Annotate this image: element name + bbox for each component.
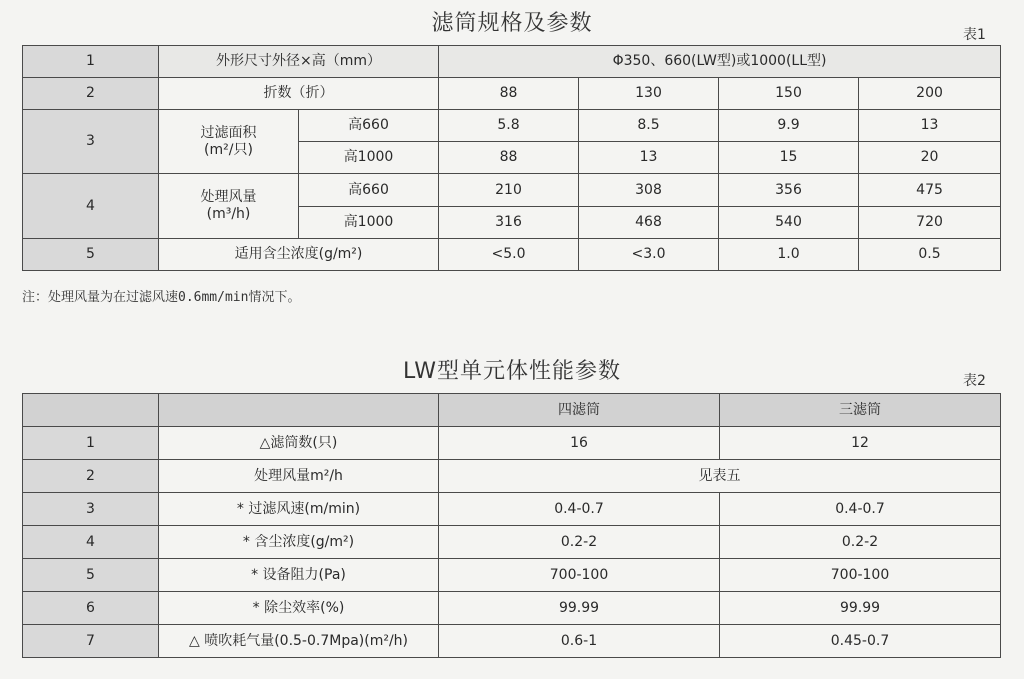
row-number: 4	[23, 526, 159, 559]
cell-merged: 见表五	[439, 460, 1001, 493]
row-label: * 除尘效率(%)	[159, 592, 439, 625]
table-row	[23, 493, 1001, 526]
spec-table	[22, 45, 1001, 271]
cell-value: 308	[579, 174, 719, 207]
header-row	[23, 394, 1001, 427]
table1-note: 注：处理风量为在过滤风速0.6mm/min情况下。	[22, 290, 301, 305]
cell-value: 99.99	[439, 592, 720, 625]
sub-label: 高1000	[299, 207, 439, 239]
row-label: 外形尺寸外径×高（mm）	[159, 46, 439, 78]
cell-value: 20	[859, 142, 1001, 174]
row-number: 1	[23, 427, 159, 460]
cell-value: 720	[859, 207, 1001, 239]
header-four-filter: 四滤筒	[439, 394, 720, 427]
cell-value: 9.9	[719, 110, 859, 142]
cell-value: 700-100	[720, 559, 1001, 592]
row-label-unit: (m²/只)	[204, 141, 253, 158]
table1-title: 滤筒规格及参数	[431, 11, 593, 36]
cell-value: 150	[719, 78, 859, 110]
row-label-main: 处理风量	[200, 189, 257, 206]
row-label: 折数（折）	[159, 78, 439, 110]
cell-value: 5.8	[439, 110, 579, 142]
row-number: 4	[23, 174, 159, 239]
cell-value: 356	[719, 174, 859, 207]
table-row	[23, 526, 1001, 559]
cell-value: 210	[439, 174, 579, 207]
cell-value: 0.5	[859, 239, 1001, 271]
sub-label: 高1000	[299, 142, 439, 174]
row-label: △滤筒数(只)	[159, 427, 439, 460]
table-row	[23, 559, 1001, 592]
cell-value: 130	[579, 78, 719, 110]
table-row	[23, 46, 1001, 78]
cell-value: 16	[439, 427, 720, 460]
row-number: 7	[23, 625, 159, 658]
cell-value: <5.0	[439, 239, 579, 271]
table-row	[23, 460, 1001, 493]
header-three-filter: 三滤筒	[720, 394, 1001, 427]
cell-value: 8.5	[579, 110, 719, 142]
cell-value: 88	[439, 142, 579, 174]
row-label: * 含尘浓度(g/m²)	[159, 526, 439, 559]
row-number: 5	[23, 239, 159, 271]
header-empty	[23, 394, 159, 427]
table-row	[23, 78, 1001, 110]
cell-value: 0.45-0.7	[720, 625, 1001, 658]
row-label	[159, 110, 299, 174]
row-label: △ 喷吹耗气量(0.5-0.7Mpa)(m²/h)	[159, 625, 439, 658]
sub-label: 高660	[299, 174, 439, 207]
cell-value: 468	[579, 207, 719, 239]
table-row	[23, 110, 1001, 142]
row-number: 1	[23, 46, 159, 78]
cell-value: 0.4-0.7	[439, 493, 720, 526]
table-row	[23, 174, 1001, 207]
row-number: 3	[23, 493, 159, 526]
row-label: * 设备阻力(Pa)	[159, 559, 439, 592]
row-number: 5	[23, 559, 159, 592]
table-row	[23, 239, 1001, 271]
table2-tag: 表2	[963, 373, 986, 389]
cell-value: Φ350、660(LW型)或1000(LL型)	[439, 46, 1001, 78]
cell-value: 475	[859, 174, 1001, 207]
cell-value: 0.4-0.7	[720, 493, 1001, 526]
row-label-main: 过滤面积	[200, 124, 257, 141]
cell-value: 1.0	[719, 239, 859, 271]
cell-value: 0.6-1	[439, 625, 720, 658]
cell-value: 540	[719, 207, 859, 239]
table2-title: LW型单元体性能参数	[403, 359, 621, 384]
cell-value: 99.99	[720, 592, 1001, 625]
cell-value: 13	[859, 110, 1001, 142]
cell-value: 0.2-2	[439, 526, 720, 559]
row-label: 适用含尘浓度(g/m²)	[159, 239, 439, 271]
cell-value: 316	[439, 207, 579, 239]
row-number: 6	[23, 592, 159, 625]
cell-value: 88	[439, 78, 579, 110]
header-empty	[159, 394, 439, 427]
row-number: 2	[23, 460, 159, 493]
row-number: 3	[23, 110, 159, 174]
cell-value: 13	[579, 142, 719, 174]
table-row	[23, 625, 1001, 658]
table-row	[23, 427, 1001, 460]
sub-label: 高660	[299, 110, 439, 142]
row-label-unit: (m³/h)	[206, 206, 251, 222]
table-row	[23, 592, 1001, 625]
cell-value: 12	[720, 427, 1001, 460]
cell-value: 15	[719, 142, 859, 174]
row-label: * 过滤风速(m/min)	[159, 493, 439, 526]
row-label: 处理风量m²/h	[159, 460, 439, 493]
cell-value: <3.0	[579, 239, 719, 271]
row-label	[159, 174, 299, 239]
cell-value: 200	[859, 78, 1001, 110]
row-number: 2	[23, 78, 159, 110]
table1-tag: 表1	[963, 27, 986, 43]
cell-value: 700-100	[439, 559, 720, 592]
performance-table	[22, 393, 1001, 658]
cell-value: 0.2-2	[720, 526, 1001, 559]
